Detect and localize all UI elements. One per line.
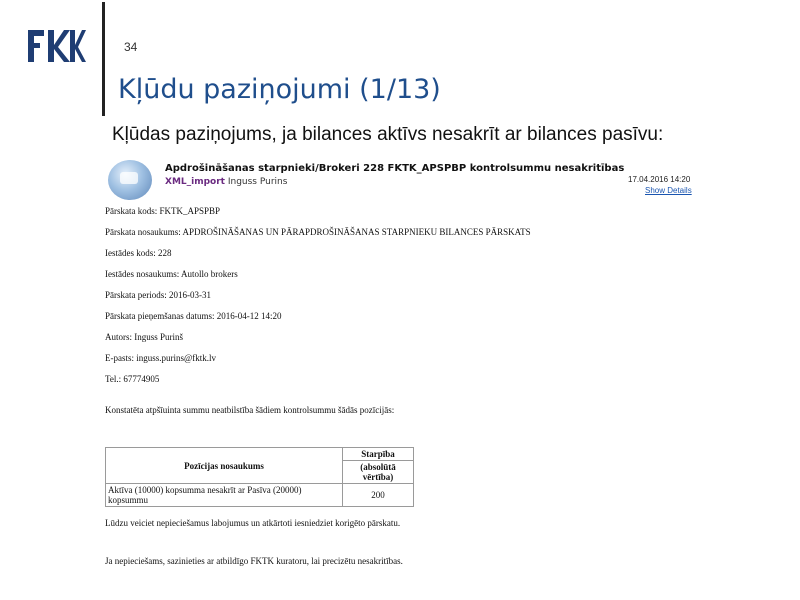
field-report-name: Pārskata nosaukums: APDROŠINĀŠANAS UN PĀRAPDROŠINĀŠANAS STARPNIEKU BILANCES PĀRSKATS (105, 227, 531, 237)
field-report-code: Pārskata kods: FKTK_APSPBP (105, 206, 221, 216)
field-report-period: Pārskata periods: 2016-03-31 (105, 290, 211, 300)
field-institution-code: Iestādes kods: 228 (105, 248, 172, 258)
slide-number: 34 (124, 40, 138, 54)
email-globe-icon (108, 160, 152, 200)
field-author: Autors: Inguss Purinš (105, 332, 184, 342)
table-header-name: Pozīcijas nosaukums (106, 448, 343, 484)
email-from-tag: XML_import (165, 177, 225, 187)
field-institution-name: Iestādes nosaukums: Autollo brokers (105, 269, 238, 279)
field-email: E-pasts: inguss.purins@fktk.lv (105, 353, 217, 363)
report-fields (105, 205, 531, 394)
intro-text: Kļūdas paziņojums, ja bilances aktīvs nesakrīt ar bilances pasīvu: (112, 124, 664, 145)
fktk-logo (26, 26, 86, 66)
table-header-diff-sub: (absolūtā vērtība) (343, 461, 414, 484)
footer-line-1: Lūdzu veiciet nepieciešamus labojumus un atkārtoti iesniedziet korigēto pārskatu. (105, 518, 401, 528)
show-details-link[interactable]: Show Details (645, 186, 692, 195)
field-phone: Tel.: 67774905 (105, 374, 160, 384)
email-subject: Apdrošināšanas starpnieki/Brokeri 228 FKTK_APSPBP kontrolsummu nesakritības (165, 163, 625, 174)
table-row (106, 484, 414, 507)
table-cell-name: Aktīva (10000) kopsumma nesakrīt ar Pasīva (20000) kopsummu (106, 484, 343, 507)
email-from-name: Inguss Purins (227, 177, 288, 187)
footer-line-2: Ja nepieciešams, sazinieties ar atbildīgo FKTK kuratoru, lai precizētu nesakritības. (105, 556, 403, 566)
field-acceptance-date: Pārskata pieņemšanas datums: 2016-04-12 14:20 (105, 311, 282, 321)
email-date: 17.04.2016 14:20 (628, 175, 691, 184)
mismatch-note: Konstatēta atpšīuinta summu neatbilstība šādiem kontrolsummu šādās pozīcijās: (105, 405, 395, 415)
table-cell-value: 200 (343, 484, 414, 507)
email-from (165, 177, 287, 187)
fktk-logo-mark (26, 26, 86, 66)
slide-title: Kļūdu paziņojumi (1/13) (118, 74, 441, 105)
table-header-diff: Starpība (343, 448, 414, 461)
mismatch-table (105, 447, 414, 507)
header-divider (102, 2, 105, 116)
